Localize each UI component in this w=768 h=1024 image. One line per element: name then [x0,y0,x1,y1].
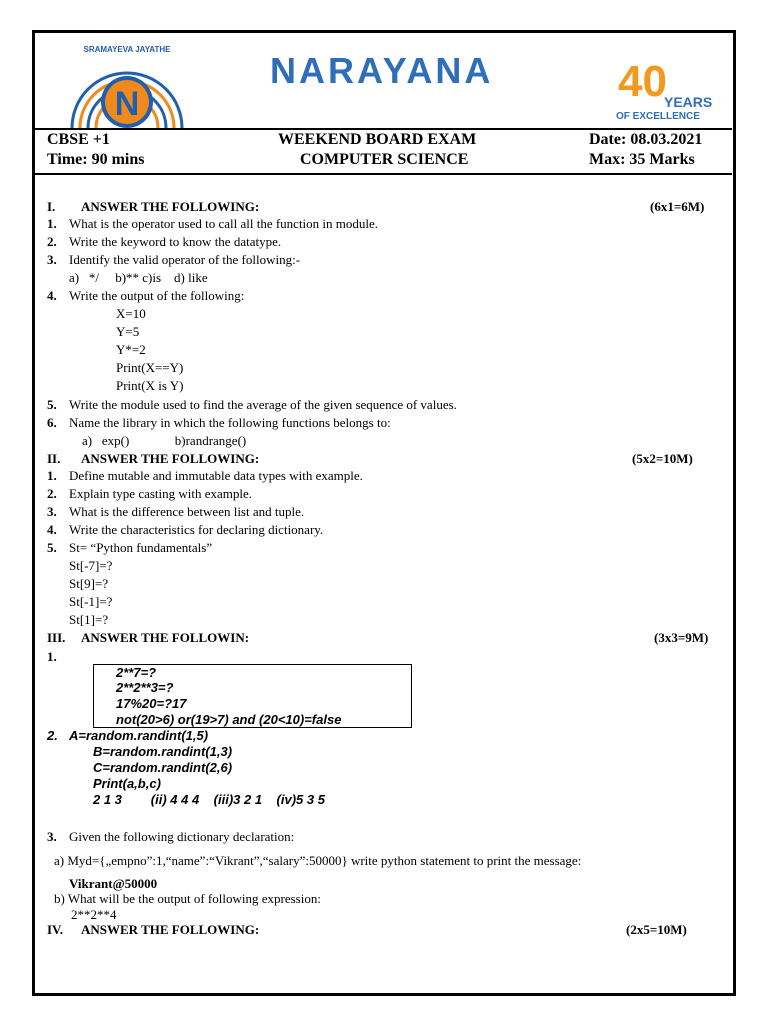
question-number: 2. [47,486,57,501]
section-3-heading: ANSWER THE FOLLOWIN: [81,630,250,645]
question-text: Write the characteristics for declaring dictionary. [69,522,324,537]
code-line: not(20>6) or(19>7) and (20<10)=false [116,712,342,727]
question-text: Write the output of the following: [69,288,245,303]
question-number: 4. [47,522,57,537]
code-line: Print(a,b,c) [93,776,161,791]
code-line: St[1]=? [69,612,109,627]
class-label: CBSE +1 [47,131,110,148]
code-line: Y*=2 [116,342,146,357]
question-text: Write the keyword to know the datatype. [69,234,282,249]
question-text: Explain type casting with example. [69,486,253,501]
code-line: X=10 [116,306,146,321]
question-text: Given the following dictionary declaration: [69,829,295,844]
question-number: 3. [47,829,57,844]
section-3-numeral: III. [47,630,66,645]
question-text: Define mutable and immutable data types with example. [69,468,363,483]
svg-text:SRAMAYEVA JAYATHE: SRAMAYEVA JAYATHE [83,45,171,54]
question-number: 2. [47,728,58,743]
svg-text:YEARS: YEARS [664,94,713,110]
date-label: Date: 08.03.2021 [589,131,703,148]
section-1-numeral: I. [47,199,56,214]
question-text: Name the library in which the following functions belongs to: [69,415,391,430]
seal-icon [62,40,192,130]
question-text: St= “Python fundamentals” [69,540,213,555]
brand-title: NARAYANA [270,50,494,91]
code-line: St[-7]=? [69,558,113,573]
question-number: 5. [47,540,57,555]
question-number: 3. [47,504,57,519]
time-label: Time: 90 mins [47,151,145,168]
subject-title: COMPUTER SCIENCE [300,151,469,168]
question-options: a) exp() b)randrange() [82,433,247,448]
question-text: Write the module used to find the average of the given sequence of values. [69,397,457,412]
section-2-numeral: II. [47,451,61,466]
answer-options: 2 1 3 (ii) 4 4 4 (iii)3 2 1 (iv)5 3 5 [93,792,325,807]
question-text: What is the difference between list and tuple. [69,504,305,519]
narayana-seal-logo [62,40,192,130]
section-3-marks: (3x3=9M) [654,630,709,645]
code-line: A=random.randint(1,5) [69,728,209,743]
code-line: Print(X==Y) [116,360,184,375]
exam-title: WEEKEND BOARD EXAM [278,131,477,148]
question-number: 1. [47,649,57,664]
question-options: a) */ b)** c)is d) like [69,270,208,285]
section-1-marks: (6x1=6M) [650,199,705,214]
code-line: Y=5 [116,324,140,339]
anniversary-icon [612,52,722,122]
code-line: 2**7=? [116,665,157,680]
code-line: 17%20=?17 [116,696,187,711]
question-number: 1. [47,468,57,483]
section-4-numeral: IV. [47,922,64,937]
question-text: Identify the valid operator of the following:- [69,252,301,267]
section-1-heading: ANSWER THE FOLLOWING: [81,199,260,214]
question-number: 2. [47,234,57,249]
code-line: St[-1]=? [69,594,113,609]
forty-years-logo [612,52,722,122]
svg-text:40: 40 [618,57,667,106]
code-line: B=random.randint(1,3) [93,744,233,759]
svg-text:N: N [114,85,140,123]
section-2-heading: ANSWER THE FOLLOWING: [81,451,260,466]
question-number: 4. [47,288,57,303]
section-2-marks: (5x2=10M) [632,451,693,466]
code-line: St[9]=? [69,576,109,591]
expected-output: Vikrant@50000 [69,876,158,891]
question-number: 1. [47,216,57,231]
header-rule-bottom [34,173,732,175]
code-line: 2**2**3=? [116,680,174,695]
code-line: 2**2**4 [71,907,117,922]
question-text: What is the operator used to call all the function in module. [69,216,379,231]
code-line: C=random.randint(2,6) [93,760,233,775]
marks-label: Max: 35 Marks [589,151,695,168]
question-subpart: a) Myd={„empno”:1,“name”:“Vikrant”,“salary”:50000} write python statement to print the message: [54,853,582,868]
question-number: 5. [47,397,57,412]
question-number: 6. [47,415,57,430]
section-4-heading: ANSWER THE FOLLOWING: [81,922,260,937]
question-number: 3. [47,252,57,267]
section-4-marks: (2x5=10M) [626,922,687,937]
header-rule-top [34,128,732,130]
svg-text:OF EXCELLENCE: OF EXCELLENCE [616,111,700,122]
code-line: Print(X is Y) [116,378,184,393]
question-subpart: b) What will be the output of following expression: [54,891,321,906]
